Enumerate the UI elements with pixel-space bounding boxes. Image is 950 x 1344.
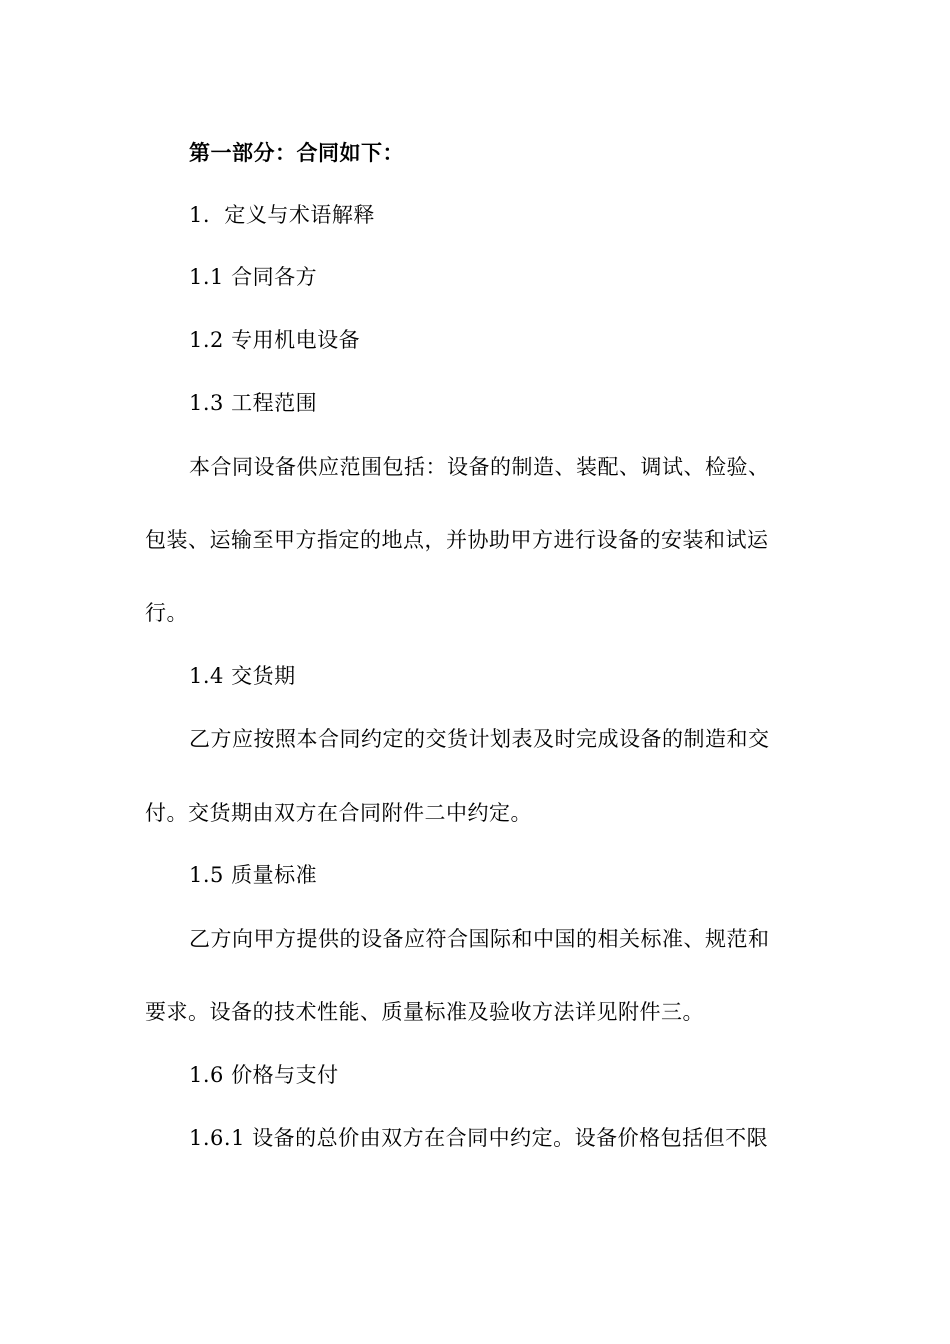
section-1-5-heading (189, 861, 815, 889)
scope-paragraph-line-2: 包装、运输至甲方指定的地点，并协助甲方进行设备的安装和试运 (145, 528, 769, 552)
section-1-2-heading (189, 326, 815, 354)
section-1-3-heading (189, 389, 815, 417)
section-title: 合同各方 (231, 265, 318, 289)
part-heading: 第一部分：合同如下： (189, 141, 404, 165)
section-number: 1.2 (189, 328, 224, 352)
subsection-text: 设备的总价由双方在合同中约定。设备价格包括但不限 (252, 1126, 769, 1150)
section-title: 质量标准 (231, 863, 318, 887)
subsection-number: 1.6.1 (189, 1126, 245, 1150)
section-number: 1.1 (189, 265, 224, 289)
section-1-4-heading (189, 662, 815, 690)
section-1-1-heading (189, 263, 815, 291)
scope-paragraph-line-3: 行。 (145, 601, 188, 625)
section-number: 1. (189, 203, 211, 227)
section-1-heading (189, 201, 815, 229)
section-number: 1.4 (189, 664, 224, 688)
scope-paragraph-line-1: 本合同设备供应范围包括：设备的制造、装配、调试、检验、 (189, 455, 770, 479)
section-title: 专用机电设备 (231, 328, 361, 352)
price-paragraph-line-1 (189, 1124, 815, 1152)
section-number: 1.5 (189, 863, 224, 887)
section-title: 定义与术语解释 (224, 203, 375, 227)
section-1-6-heading (189, 1061, 815, 1089)
section-title: 价格与支付 (231, 1063, 339, 1087)
section-number: 1.6 (189, 1063, 224, 1087)
section-title: 工程范围 (231, 391, 318, 415)
quality-paragraph-line-2: 要求。设备的技术性能、质量标准及验收方法详见附件三。 (145, 1000, 704, 1024)
delivery-paragraph-line-1: 乙方应按照本合同约定的交货计划表及时完成设备的制造和交 (189, 727, 770, 751)
quality-paragraph-line-1: 乙方向甲方提供的设备应符合国际和中国的相关标准、规范和 (189, 927, 770, 951)
section-number: 1.3 (189, 391, 224, 415)
section-title: 交货期 (231, 664, 296, 688)
delivery-paragraph-line-2: 付。交货期由双方在合同附件二中约定。 (145, 801, 532, 825)
